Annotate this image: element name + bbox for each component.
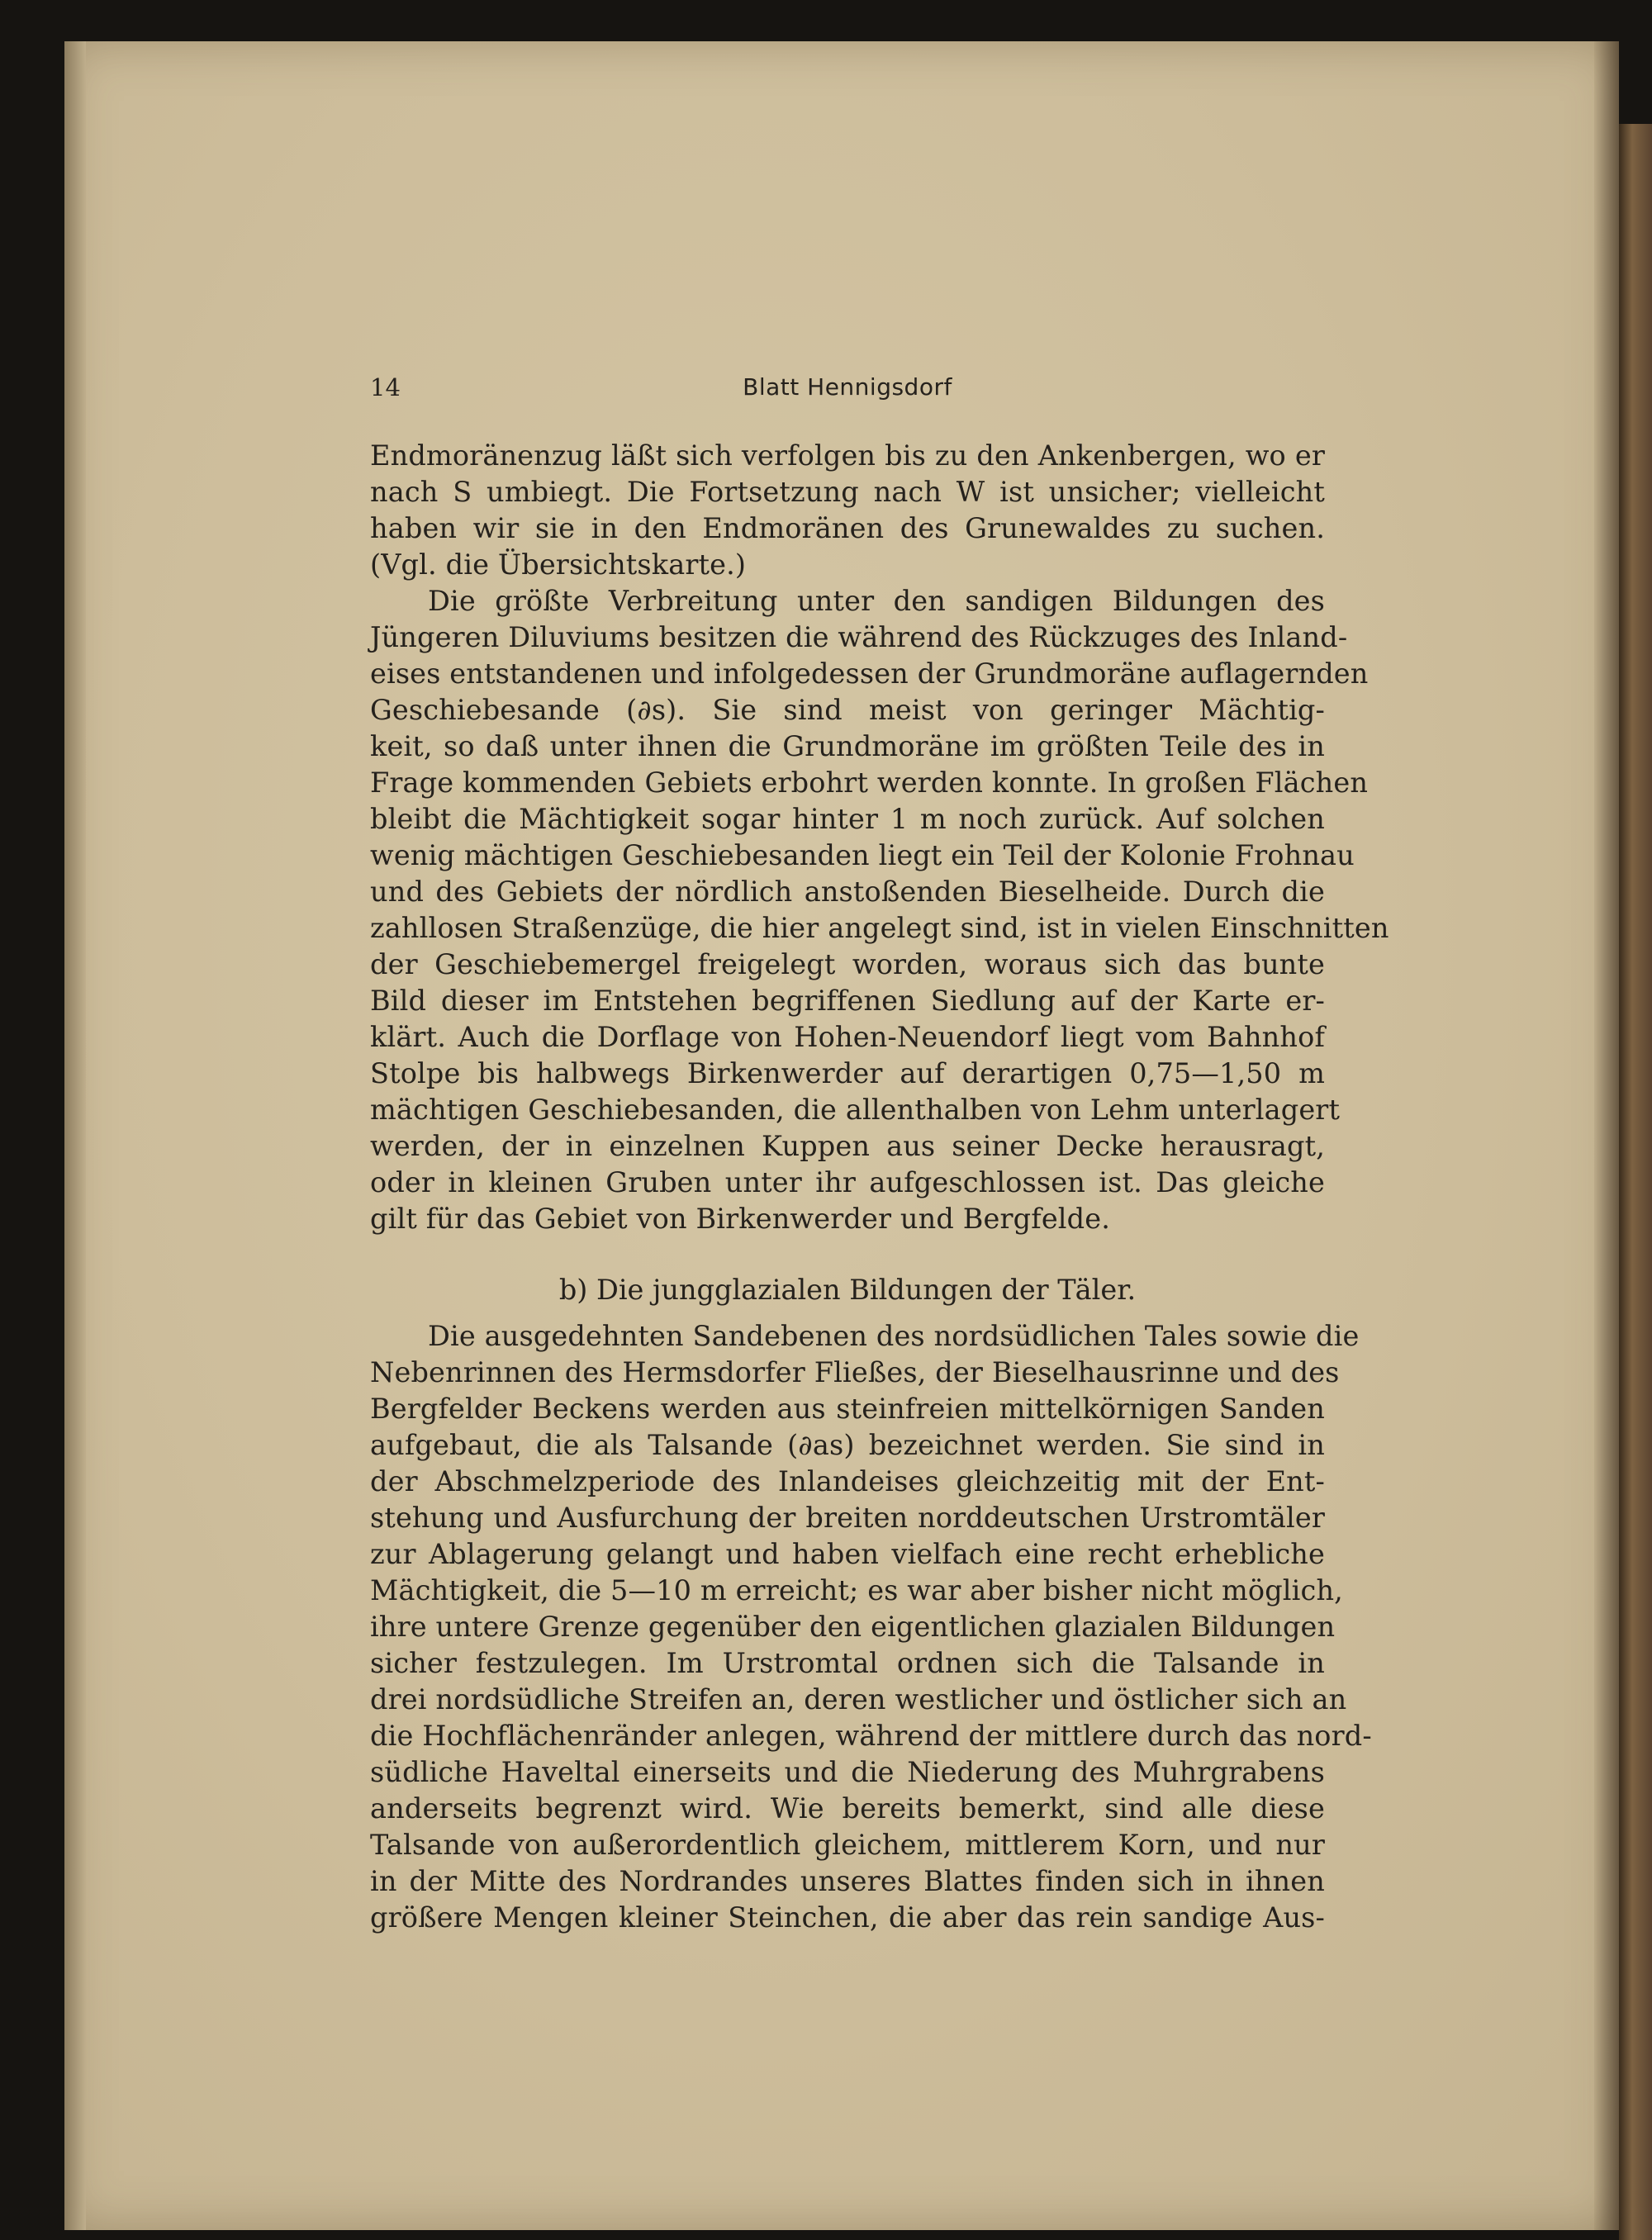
text-line: mächtigen Geschiebesanden, die allenthalben von Lehm unterlagert — [370, 1094, 1341, 1126]
text-line: in der Mitte des Nordrandes unseres Blattes finden sich in ihnen — [370, 1865, 1325, 1897]
text-line: eises entstandenen und infolgedessen der Grundmoräne auflagernden — [370, 657, 1369, 690]
text-line: Die größte Verbreitung unter den sandigen Bildungen des — [428, 585, 1325, 617]
text-line: Mächtigkeit, die 5—10 m erreicht; es war aber bisher nicht möglich, — [370, 1574, 1343, 1606]
text-line: der Geschiebemergel freigelegt worden, woraus sich das bunte — [370, 948, 1325, 980]
text-line: der Abschmelzperiode des Inlandeises gleichzeitig mit der Ent- — [370, 1465, 1325, 1497]
text-line: stehung und Ausfurchung der breiten norddeutschen Urstromtäler — [370, 1502, 1325, 1534]
text-line: aufgebaut, die als Talsande (∂as) bezeichnet werden. Sie sind in — [370, 1429, 1325, 1461]
text-line: Frage kommenden Gebiets erbohrt werden konnte. In großen Flächen — [370, 766, 1369, 799]
paragraph-3 — [370, 1318, 1372, 1936]
text-line: Talsande von außerordentlich gleichem, mittlerem Korn, und nur — [370, 1829, 1325, 1861]
page-left-edge — [64, 41, 86, 2230]
text-line: Geschiebesande (∂s). Sie sind meist von geringer Mächtig- — [370, 694, 1325, 726]
text-line: zur Ablagerung gelangt und haben vielfach eine recht erhebliche — [370, 1538, 1325, 1570]
text-line: oder in kleinen Gruben unter ihr aufgeschlossen ist. Das gleiche — [370, 1166, 1325, 1198]
text-line: Die ausgedehnten Sandebenen des nordsüdlichen Tales sowie die — [428, 1320, 1360, 1352]
text-line: bleibt die Mächtigkeit sogar hinter 1 m noch zurück. Auf solchen — [370, 803, 1325, 835]
paragraph-2 — [370, 583, 1389, 1237]
text-line: Bild dieser im Entstehen begriffenen Siedlung auf der Karte er- — [370, 985, 1325, 1017]
text-line: südliche Haveltal einerseits und die Niederung des Muhrgrabens — [370, 1756, 1325, 1788]
text-line: drei nordsüdliche Streifen an, deren westlicher und östlicher sich an — [370, 1683, 1347, 1716]
text-line: größere Mengen kleiner Steinchen, die aber das rein sandige Aus- — [370, 1901, 1325, 1934]
text-line: anderseits begrenzt wird. Wie bereits bemerkt, sind alle diese — [370, 1792, 1325, 1825]
text-line: wenig mächtigen Geschiebesanden liegt ein Teil der Kolonie Frohnau — [370, 839, 1355, 871]
text-line: klärt. Auch die Dorflage von Hohen-Neuendorf liegt vom Bahnhof — [370, 1021, 1325, 1053]
text-line: zahllosen Straßenzüge, die hier angelegt sind, ist in vielen Einschnitten — [370, 912, 1389, 944]
running-head — [370, 373, 1325, 406]
text-line: Nebenrinnen des Hermsdorfer Fließes, der Bieselhausrinne und des — [370, 1356, 1340, 1388]
text-line: nach S umbiegt. Die Fortsetzung nach W ist unsicher; vielleicht — [370, 476, 1325, 508]
text-line: und des Gebiets der nördlich anstoßenden Bieselheide. Durch die — [370, 876, 1325, 908]
text-line: sicher festzulegen. Im Urstromtal ordnen sich die Talsande in — [370, 1647, 1325, 1679]
paragraph-1 — [370, 438, 1325, 583]
page-number: 14 — [370, 373, 401, 401]
text-line: Bergfelder Beckens werden aus steinfreien mittelkörnigen Sanden — [370, 1393, 1325, 1425]
text-line: die Hochflächenränder anlegen, während der mittlere durch das nord- — [370, 1720, 1372, 1752]
text-line: Endmoränenzug läßt sich verfolgen bis zu den Ankenbergen, wo er — [370, 439, 1325, 472]
text-line: haben wir sie in den Endmoränen des Grunewaldes zu suchen. — [370, 512, 1325, 544]
text-line: ihre untere Grenze gegenüber den eigentlichen glazialen Bildungen — [370, 1611, 1336, 1643]
text-line: keit, so daß unter ihnen die Grundmoräne im größten Teile des in — [370, 730, 1325, 762]
text-line: Stolpe bis halbwegs Birkenwerder auf derartigen 0,75—1,50 m — [370, 1057, 1325, 1089]
page-spine-shadow — [1594, 41, 1619, 2230]
text-line: Jüngeren Diluviums besitzen die während des Rückzuges des Inland- — [370, 621, 1348, 653]
text-line: werden, der in einzelnen Kuppen aus seiner Decke herausragt, — [370, 1130, 1325, 1162]
text-line: (Vgl. die Übersichtskarte.) — [370, 548, 747, 581]
next-page-edge — [1619, 124, 1652, 2240]
section-heading: b) Die jungglazialen Bildungen der Täler. — [558, 1274, 1137, 1306]
text-line: gilt für das Gebiet von Birkenwerder und Bergfelde. — [370, 1203, 1111, 1235]
running-title: Blatt Hennigsdorf — [743, 373, 952, 401]
